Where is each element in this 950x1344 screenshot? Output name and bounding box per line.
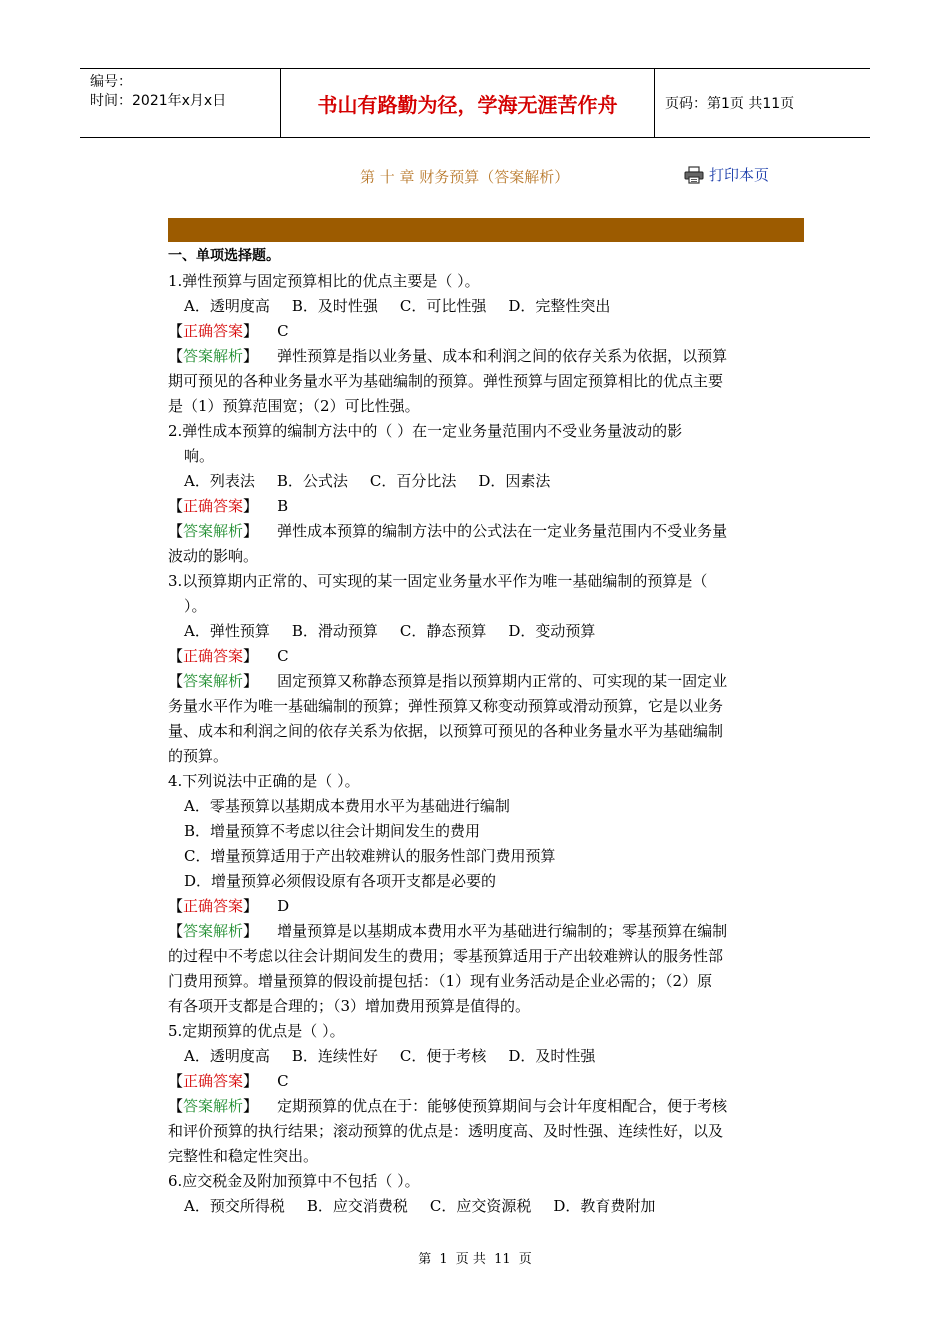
option: A．列表法: [184, 472, 255, 490]
question-text: 3.以预算期内正常的、可实现的某一固定业务量水平作为唯一基础编制的预算是（: [168, 572, 708, 590]
questions-container: [168, 269, 808, 1219]
explanation-text: 有各项开支都是合理的；（3）增加费用预算是值得的。: [168, 997, 531, 1015]
explanation-tag: 答案解析: [183, 922, 244, 940]
question-text: 2.弹性成本预算的编制方法中的（ ）在一定业务量范围内不受业务量波动的影: [168, 422, 683, 440]
explanation-text: 量、成本和利润之间的依存关系为依据，以预算可预见的各种业务量水平为基础编制: [168, 722, 724, 740]
explanation-text: 门费用预算。增量预算的假设前提包括：（1）现有业务活动是企业必需的；（2）原: [168, 972, 713, 990]
print-page-link[interactable]: [684, 164, 769, 185]
option: C．增量预算适用于产出较难辨认的服务性部门费用预算: [184, 847, 556, 865]
answer-value: C: [277, 322, 289, 340]
answer-value: B: [277, 497, 289, 515]
options-row: [168, 1194, 808, 1219]
explanation-line: 弹性预算是指以业务量、成本和利润之间的依存关系为依据，以预算: [277, 347, 728, 365]
chapter-title: 第 十 章 财务预算（答案解析）: [360, 168, 570, 186]
option: B．公式法: [276, 472, 348, 490]
option: B．滑动预算: [291, 622, 378, 640]
explanation-line: 定期预算的优点在于：能够使预算期间与会计年度相配合，便于考核: [277, 1097, 728, 1115]
explanation-text: 和评价预算的执行结果；滚动预算的优点是：透明度高、及时性强、连续性好，以及: [168, 1122, 724, 1140]
options-row: [168, 619, 808, 644]
question-block: [168, 569, 808, 769]
option: C．便于考核: [399, 1047, 487, 1065]
question-block: [168, 269, 808, 419]
print-label: 打印本页: [709, 166, 770, 184]
question-block: [168, 1019, 808, 1169]
question-text: 1.弹性预算与固定预算相比的优点主要是（ ）。: [168, 272, 480, 290]
question-block: [168, 1169, 808, 1219]
explanation-line: 弹性成本预算的编制方法中的公式法在一定业务量范围内不受业务量: [277, 522, 728, 540]
footer-total: 11: [494, 1252, 511, 1267]
answer-row: 【正确答案】 C: [168, 322, 289, 340]
section-title: 一、单项选择题。: [168, 248, 280, 264]
page-indicator: 页码：第1页 共11页: [665, 96, 795, 112]
question-text: 响。: [184, 447, 215, 465]
option: D．因素法: [478, 472, 551, 490]
explanation-text: 【答案解析】 固定预算又称静态预算是指以预算期内正常的、可实现的某一固定业: [168, 672, 728, 690]
option: B．增量预算不考虑以往会计期间发生的费用: [184, 822, 481, 840]
question-block: [168, 769, 808, 1019]
option: B．应交消费税: [306, 1197, 408, 1215]
answer-row: 【正确答案】 C: [168, 647, 289, 665]
option: C．应交资源税: [429, 1197, 532, 1215]
option: A．预交所得税: [184, 1197, 285, 1215]
explanation-text: 务量水平作为唯一基础编制的预算；弹性预算又称变动预算或滑动预算，它是以业务: [168, 697, 724, 715]
answer-tag: 正确答案: [183, 1072, 244, 1090]
footer-page: 1: [439, 1252, 448, 1267]
explanation-text: 【答案解析】 增量预算是以基期成本费用水平为基础进行编制的；零基预算在编制: [168, 922, 728, 940]
option: A．透明度高: [184, 1047, 270, 1065]
explanation-line: 固定预算又称静态预算是指以预算期内正常的、可实现的某一固定业: [277, 672, 728, 690]
option: D．增量预算必须假设原有各项开支都是必要的: [184, 872, 497, 890]
answer-tag: 正确答案: [183, 897, 244, 915]
footer-mid: 页 共: [455, 1252, 486, 1267]
options-row: [168, 294, 808, 319]
answer-value: D: [277, 897, 290, 915]
question-text: 5.定期预算的优点是（ ）。: [168, 1022, 345, 1040]
explanation-tag: 答案解析: [183, 347, 244, 365]
explanation-line: 增量预算是以基期成本费用水平为基础进行编制的；零基预算在编制: [277, 922, 728, 940]
document-header: [80, 68, 870, 138]
option: A．透明度高: [184, 297, 270, 315]
option: C．百分比法: [369, 472, 457, 490]
explanation-text: 【答案解析】 弹性成本预算的编制方法中的公式法在一定业务量范围内不受业务量: [168, 522, 728, 540]
explanation-text: 【答案解析】 定期预算的优点在于：能够使预算期间与会计年度相配合，便于考核: [168, 1097, 728, 1115]
question-text: 4.下列说法中正确的是（ ）。: [168, 772, 360, 790]
option: C．可比性强: [399, 297, 487, 315]
explanation-text: 波动的影响。: [168, 547, 259, 565]
explanation-tag: 答案解析: [183, 672, 244, 690]
option: B．及时性强: [291, 297, 378, 315]
answer-tag: 正确答案: [183, 647, 244, 665]
code-label: 编号：: [90, 74, 132, 90]
page-footer: [0, 1248, 950, 1267]
answer-value: C: [277, 1072, 289, 1090]
explanation-tag: 答案解析: [183, 1097, 244, 1115]
option: D．变动预算: [508, 622, 596, 640]
question-list: [168, 244, 808, 1219]
answer-row: 【正确答案】 B: [168, 497, 289, 515]
explanation-text: 的预算。: [168, 747, 229, 765]
footer-suffix: 页: [518, 1252, 532, 1267]
explanation-text: 【答案解析】 弹性预算是指以业务量、成本和利润之间的依存关系为依据，以预算: [168, 347, 728, 365]
answer-value: C: [277, 647, 289, 665]
explanation-tag: 答案解析: [183, 522, 244, 540]
option: D．教育费附加: [553, 1197, 656, 1215]
option: D．完整性突出: [508, 297, 611, 315]
answer-row: 【正确答案】 C: [168, 1072, 289, 1090]
answer-tag: 正确答案: [183, 497, 244, 515]
explanation-text: 的过程中不考虑以往会计期间发生的费用；零基预算适用于产出较难辨认的服务性部: [168, 947, 724, 965]
question-text: ）。: [184, 597, 207, 615]
section-divider-bar: [168, 218, 804, 242]
options-row: [168, 469, 808, 494]
option: C．静态预算: [399, 622, 487, 640]
option: A．零基预算以基期成本费用水平为基础进行编制: [184, 797, 510, 815]
header-meta: [80, 69, 281, 137]
question-block: [168, 419, 808, 569]
question-text: 6.应交税金及附加预算中不包括（ ）。: [168, 1172, 420, 1190]
motto: 书山有路勤为径，学海无涯苦作舟: [281, 69, 655, 137]
option: D．及时性强: [508, 1047, 596, 1065]
explanation-text: 期可预见的各种业务量水平为基础编制的预算。弹性预算与固定预算相比的优点主要: [168, 372, 724, 390]
date-text: 时间：2021年x月x日: [90, 93, 227, 109]
explanation-text: 完整性和稳定性突出。: [168, 1147, 319, 1165]
footer-prefix: 第: [418, 1252, 432, 1267]
answer-row: 【正确答案】 D: [168, 897, 290, 915]
option: A．弹性预算: [184, 622, 270, 640]
option: B．连续性好: [291, 1047, 378, 1065]
answer-tag: 正确答案: [183, 322, 244, 340]
printer-icon: [684, 166, 704, 184]
explanation-text: 是（1）预算范围宽；（2）可比性强。: [168, 397, 420, 415]
options-row: [168, 1044, 808, 1069]
